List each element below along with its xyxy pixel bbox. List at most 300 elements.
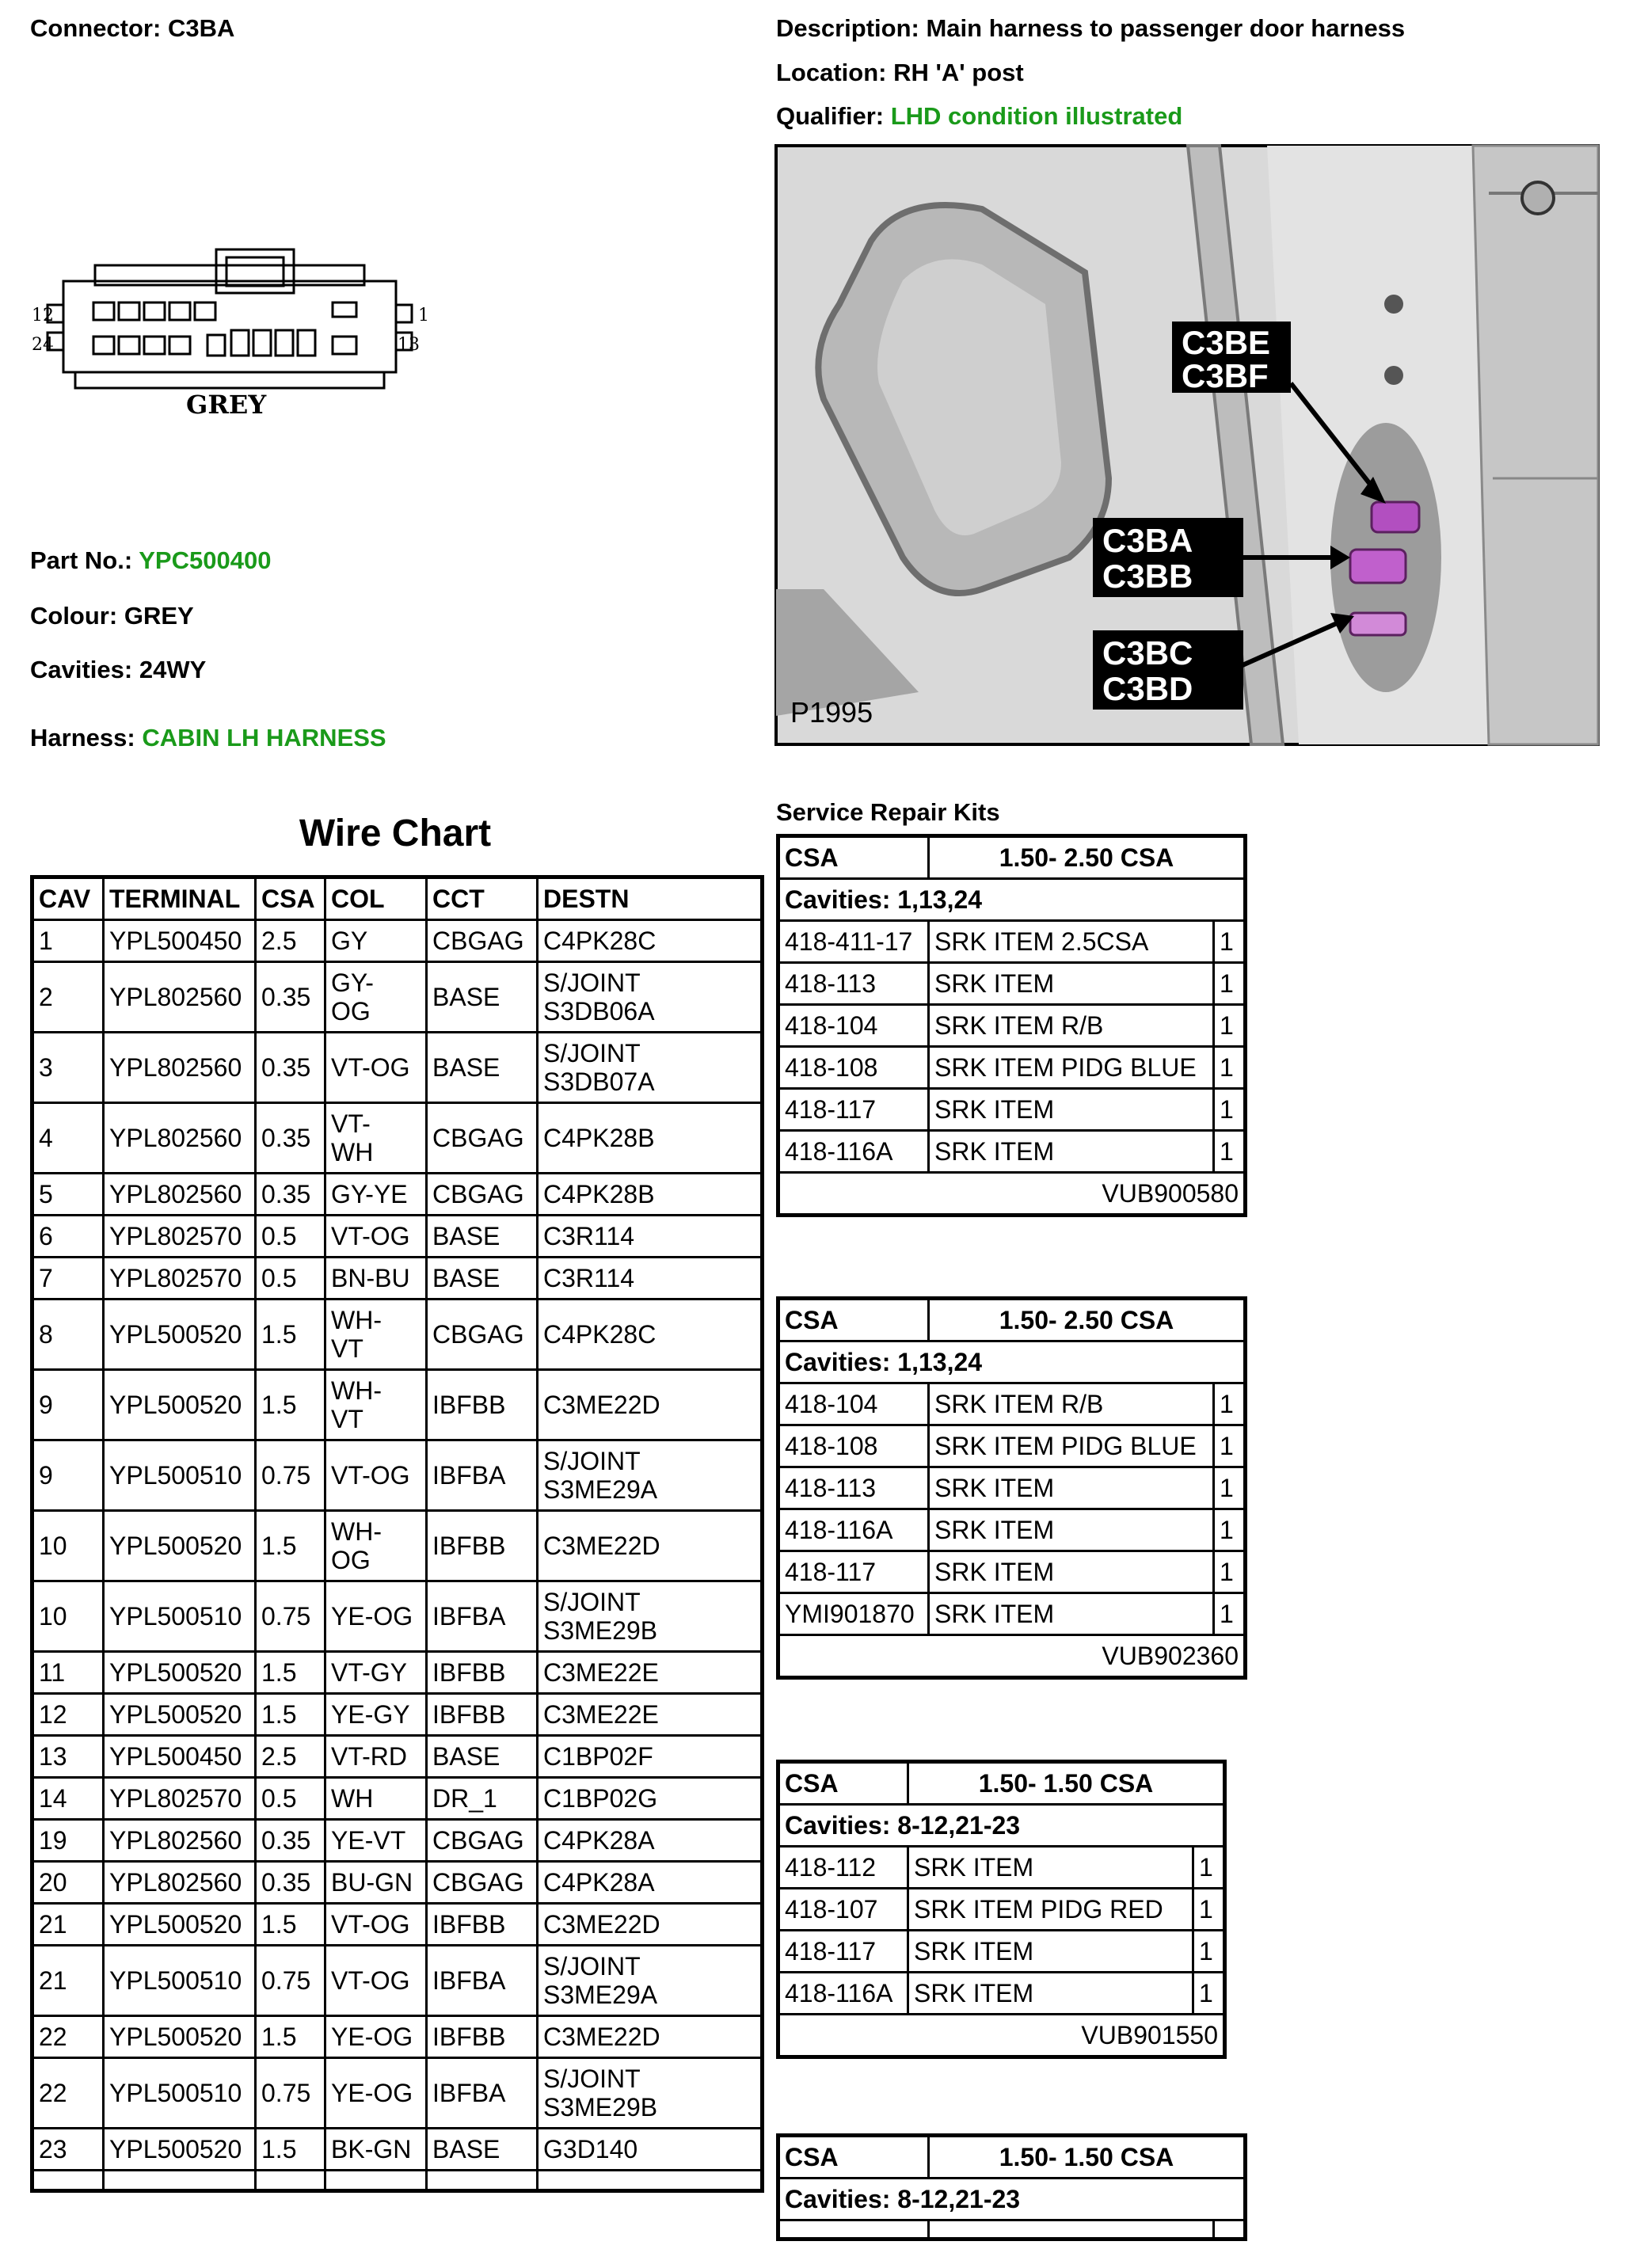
wire-chart-cell-terminal: YPL802570 [104, 1216, 256, 1258]
wire-chart-cell-terminal: YPL500510 [104, 1581, 256, 1652]
kit-item-qty: 1 [1214, 1383, 1246, 1425]
kit-item-row [778, 1889, 1225, 1931]
kit-item-qty: 1 [1214, 1005, 1246, 1047]
wire-chart-cell-terminal: YPL500450 [104, 920, 256, 962]
wire-chart-cell-destn: C4PK28A [538, 1820, 763, 1862]
kit-item-row [778, 1425, 1246, 1467]
connector-body [63, 281, 396, 372]
wire-chart-cell-terminal: YPL500450 [104, 1736, 256, 1778]
wire-chart-row [32, 2129, 763, 2171]
kit-number: VUB901550 [778, 2015, 1225, 2057]
kit-item-part: 418-108 [778, 1047, 929, 1089]
description-label: Description: [776, 14, 919, 42]
kit-csa-value: 1.50- 2.50 CSA [929, 1299, 1246, 1341]
kit-item-part: 418-113 [778, 963, 929, 1005]
colour-label: Colour: [30, 602, 118, 630]
wire-chart-cell-col: YE-OG [325, 2058, 427, 2129]
wire-chart-cell-col: VT-RD [325, 1736, 427, 1778]
wire-chart-cell-csa: 1.5 [256, 1370, 325, 1440]
kit-item-desc: SRK ITEM [929, 1509, 1214, 1551]
kit-item-row [778, 1089, 1246, 1131]
photo-label-c3bb: C3BB [1102, 557, 1193, 595]
wire-chart-cell-terminal: YPL802560 [104, 962, 256, 1033]
wire-chart-cell-cct: IBFBB [427, 1694, 538, 1736]
location-line [776, 59, 1024, 87]
wire-chart-cell-csa: 1.5 [256, 1652, 325, 1694]
kit-cavities-row [778, 2179, 1246, 2220]
wire-chart-header-col: COL [325, 877, 427, 920]
wire-chart-row [32, 1258, 763, 1300]
part-no-value: YPC500400 [139, 546, 272, 574]
kit-csa-value: 1.50- 1.50 CSA [929, 2136, 1246, 2179]
wire-chart-cell-csa: 0.75 [256, 1440, 325, 1511]
wire-chart-cell-col: VT-OG [325, 1946, 427, 2016]
kit-item-row [778, 1509, 1246, 1551]
wire-chart-cell-cct: BASE [427, 962, 538, 1033]
kit-number-row [778, 1173, 1246, 1216]
service-repair-kit-4 [776, 2133, 1247, 2241]
kit-item-part: 418-112 [778, 1847, 908, 1889]
wire-chart-cell-csa: 0.35 [256, 962, 325, 1033]
kit-item-row [778, 1047, 1246, 1089]
kit-item-desc: SRK ITEM [929, 1467, 1214, 1509]
kit-cavities-row [778, 1341, 1246, 1383]
wire-chart-row [32, 1440, 763, 1511]
kit-item-part: 418-117 [778, 1551, 929, 1593]
wire-chart-cell-terminal: YPL500520 [104, 1652, 256, 1694]
wire-chart-cell-destn: C4PK28C [538, 920, 763, 962]
wire-chart-cell-csa: 0.5 [256, 1216, 325, 1258]
wire-chart-cell-csa: 0.75 [256, 2058, 325, 2129]
kit-item-desc: SRK ITEM [908, 1847, 1193, 1889]
kit-cavities-row [778, 879, 1246, 921]
wire-chart-cell-terminal: YPL500510 [104, 2058, 256, 2129]
wire-chart-cell-destn: S/JOINT S3ME29B [538, 1581, 763, 1652]
kit-item-row [778, 921, 1246, 963]
service-repair-kit-1 [776, 834, 1247, 1217]
wire-chart-cell-col: YE-VT [325, 1820, 427, 1862]
kit-item-row [778, 1467, 1246, 1509]
kit-cavities: Cavities: 8-12,21-23 [778, 2179, 1246, 2220]
wire-chart-row [32, 1946, 763, 2016]
kit-number-row [778, 2015, 1225, 2057]
wire-chart-cell-terminal: YPL500520 [104, 1511, 256, 1581]
kit-item-part: 418-116A [778, 1131, 929, 1173]
kit-item-qty: 1 [1193, 1847, 1225, 1889]
wire-chart-cell-cct: IBFBA [427, 1581, 538, 1652]
kit-item-desc: SRK ITEM [929, 1551, 1214, 1593]
wire-chart-row [32, 1216, 763, 1258]
wire-chart-cell-col: YE-OG [325, 2016, 427, 2058]
qualifier-value: LHD condition illustrated [890, 102, 1183, 130]
wire-chart-row [32, 1581, 763, 1652]
wire-chart-cell-cct: IBFBB [427, 1652, 538, 1694]
wire-chart-cell-cct: IBFBB [427, 1904, 538, 1946]
kit-item-part: YMI901870 [778, 1593, 929, 1635]
wire-chart-cell-destn: C3ME22D [538, 1904, 763, 1946]
kit-item-desc: SRK ITEM [929, 963, 1214, 1005]
kit-item-qty: 1 [1193, 1973, 1225, 2015]
kit-csa-row [778, 1299, 1246, 1341]
kit-csa-label: CSA [778, 1762, 908, 1805]
wire-chart-row [32, 1370, 763, 1440]
wire-chart-cell-cav: 23 [32, 2129, 104, 2171]
kit-item-part: 418-107 [778, 1889, 908, 1931]
wire-chart-row [32, 1103, 763, 1174]
wire-chart-cell-cav: 13 [32, 1736, 104, 1778]
kit-item-qty: 1 [1214, 1047, 1246, 1089]
wire-chart-cell-empty [427, 2171, 538, 2191]
wire-chart-cell-terminal: YPL500520 [104, 1370, 256, 1440]
cavities-label: Cavities: [30, 656, 133, 683]
wire-chart-cell-terminal: YPL500520 [104, 1904, 256, 1946]
wire-chart-cell-destn: C3R114 [538, 1216, 763, 1258]
kit-csa-label: CSA [778, 2136, 929, 2179]
kit-item-desc: SRK ITEM [929, 1131, 1214, 1173]
wire-chart-cell-cav: 21 [32, 1904, 104, 1946]
wire-chart-cell-col: VT-OG [325, 1216, 427, 1258]
kit-item-empty [929, 2220, 1214, 2239]
wire-chart-row [32, 1300, 763, 1370]
kit-item-qty: 1 [1214, 1089, 1246, 1131]
kit-item-qty: 1 [1214, 1509, 1246, 1551]
wire-chart-cell-cct: BASE [427, 1033, 538, 1103]
wire-chart-cell-terminal: YPL500520 [104, 1694, 256, 1736]
wire-chart-title: Wire Chart [299, 812, 492, 854]
wire-chart-cell-destn: S/JOINT S3ME29A [538, 1946, 763, 2016]
wire-chart-cell-destn: C1BP02G [538, 1778, 763, 1820]
wire-chart-cell-terminal: YPL500520 [104, 2129, 256, 2171]
wire-chart-row [32, 1694, 763, 1736]
kit-csa-label: CSA [778, 836, 929, 879]
wire-chart-cell-cct: IBFBB [427, 1370, 538, 1440]
wire-chart-cell-destn: S/JOINT S3DB07A [538, 1033, 763, 1103]
wire-chart-header-destn: DESTN [538, 877, 763, 920]
wire-chart-cell-cct: CBGAG [427, 1174, 538, 1216]
photo-label-c3ba: C3BA [1102, 522, 1193, 559]
kit-item-part: 418-411-17 [778, 921, 929, 963]
harness-value: CABIN LH HARNESS [142, 724, 386, 752]
service-repair-kits-title: Service Repair Kits [776, 798, 1000, 826]
kit-cavities: Cavities: 1,13,24 [778, 1341, 1246, 1383]
kit-item-part: 418-108 [778, 1425, 929, 1467]
kit-item-qty: 1 [1214, 1131, 1246, 1173]
qualifier-line [776, 102, 1182, 131]
pin-24-label: 24 [32, 335, 54, 355]
wire-chart-cell-col: VT-OG [325, 1904, 427, 1946]
wire-chart-cell-cct: BASE [427, 1736, 538, 1778]
kit-item-qty: 1 [1214, 1551, 1246, 1593]
wire-chart-cell-col: BK-GN [325, 2129, 427, 2171]
wire-chart-cell-csa: 0.35 [256, 1820, 325, 1862]
wire-chart-cell-col: BU-GN [325, 1862, 427, 1904]
wire-chart-cell-empty [256, 2171, 325, 2191]
wire-chart-cell-empty [325, 2171, 427, 2191]
wire-chart-cell-cct: BASE [427, 1258, 538, 1300]
bottom-row-cavities [93, 330, 356, 356]
wire-chart-row [32, 1174, 763, 1216]
kit-item-part: 418-113 [778, 1467, 929, 1509]
wire-chart-cell-terminal: YPL500510 [104, 1946, 256, 2016]
wire-chart-cell-cct: CBGAG [427, 1103, 538, 1174]
location-photo [776, 146, 1598, 744]
wire-chart-cell-cav: 21 [32, 1946, 104, 2016]
wire-chart-row [32, 1904, 763, 1946]
wire-chart-row [32, 2016, 763, 2058]
wire-chart-cell-cct: IBFBB [427, 2016, 538, 2058]
wire-chart-cell-cct: IBFBB [427, 1511, 538, 1581]
kit-csa-row [778, 2136, 1246, 2179]
wire-chart-cell-destn: C3ME22D [538, 2016, 763, 2058]
photo-label-c3bd: C3BD [1102, 670, 1193, 707]
kit-item-row [778, 1593, 1246, 1635]
wire-chart-cell-csa: 0.35 [256, 1103, 325, 1174]
kit-item-row [778, 1383, 1246, 1425]
wire-chart-cell-cav: 7 [32, 1258, 104, 1300]
wire-chart-cell-col: GY-YE [325, 1174, 427, 1216]
kit-item-row [778, 1131, 1246, 1173]
wire-chart-cell-destn: C3ME22E [538, 1694, 763, 1736]
service-repair-kit-3 [776, 1760, 1227, 2059]
wire-chart-cell-destn: S/JOINT S3ME29B [538, 2058, 763, 2129]
kit-item-row [778, 1973, 1225, 2015]
colour-value: GREY [124, 602, 194, 630]
wire-chart-cell-csa: 1.5 [256, 1511, 325, 1581]
kit-item-qty: 1 [1214, 1425, 1246, 1467]
wire-chart-cell-csa: 0.5 [256, 1778, 325, 1820]
wire-chart-cell-cav: 22 [32, 2016, 104, 2058]
wire-chart-cell-cav: 1 [32, 920, 104, 962]
wire-chart-cell-cav: 11 [32, 1652, 104, 1694]
wire-chart-cell-csa: 0.75 [256, 1581, 325, 1652]
top-row-cavities [93, 303, 356, 320]
wire-chart-cell-col: WH- VT [325, 1370, 427, 1440]
wire-chart-cell-csa: 0.5 [256, 1258, 325, 1300]
kit-item-desc: SRK ITEM PIDG RED [908, 1889, 1193, 1931]
kit-csa-value: 1.50- 2.50 CSA [929, 836, 1246, 879]
harness-line [30, 724, 386, 752]
wire-chart-cell-destn: C4PK28C [538, 1300, 763, 1370]
wire-chart-cell-cav: 9 [32, 1370, 104, 1440]
part-no-label: Part No.: [30, 546, 133, 574]
wire-chart-header-cct: CCT [427, 877, 538, 920]
wire-chart-cell-csa: 0.75 [256, 1946, 325, 2016]
wire-chart-cell-cct: IBFBA [427, 1946, 538, 2016]
connector-colour-label: GREY [186, 390, 267, 420]
wire-chart-cell-cav: 22 [32, 2058, 104, 2129]
wire-chart-cell-csa: 1.5 [256, 1300, 325, 1370]
wire-chart-row-cut [32, 2171, 763, 2191]
connector-line [30, 14, 234, 43]
wire-chart-cell-col: YE-OG [325, 1581, 427, 1652]
kit-item-part: 418-104 [778, 1005, 929, 1047]
kit-item-desc: SRK ITEM [929, 1089, 1214, 1131]
wire-chart-cell-destn: C3ME22D [538, 1370, 763, 1440]
wire-chart-cell-terminal: YPL802560 [104, 1174, 256, 1216]
wire-chart-cell-csa: 1.5 [256, 1694, 325, 1736]
kit-item-qty: 1 [1214, 963, 1246, 1005]
kit-item-qty: 1 [1193, 1931, 1225, 1973]
wire-chart-cell-cct: BASE [427, 1216, 538, 1258]
wire-chart-cell-csa: 0.35 [256, 1174, 325, 1216]
kit-item-part: 418-116A [778, 1973, 908, 2015]
kit-item-empty [1214, 2220, 1246, 2239]
kit-cavities: Cavities: 1,13,24 [778, 879, 1246, 921]
kit-csa-row [778, 1762, 1225, 1805]
kit-item-qty: 1 [1214, 1467, 1246, 1509]
wire-chart-cell-terminal: YPL802570 [104, 1258, 256, 1300]
kit-cavities: Cavities: 8-12,21-23 [778, 1805, 1225, 1847]
wire-chart-cell-empty [32, 2171, 104, 2191]
wire-chart-cell-destn: C1BP02F [538, 1736, 763, 1778]
location-label: Location: [776, 59, 887, 86]
kit-item-row [778, 1847, 1225, 1889]
wire-chart-row [32, 1778, 763, 1820]
wire-chart-cell-terminal: YPL802560 [104, 1862, 256, 1904]
kit-item-desc: SRK ITEM [929, 1593, 1214, 1635]
harness-label: Harness: [30, 724, 135, 752]
colour-line [30, 602, 194, 630]
wire-chart-cell-col: VT-GY [325, 1652, 427, 1694]
wire-chart-cell-destn: S/JOINT S3ME29A [538, 1440, 763, 1511]
wire-chart-row [32, 962, 763, 1033]
wire-chart-row [32, 920, 763, 962]
kit-item-desc: SRK ITEM R/B [929, 1383, 1214, 1425]
wire-chart-cell-cav: 10 [32, 1511, 104, 1581]
wire-chart-cell-col: VT- WH [325, 1103, 427, 1174]
wire-chart-cell-empty [538, 2171, 763, 2191]
wire-chart-cell-destn: C3ME22E [538, 1652, 763, 1694]
kit-number-row [778, 1635, 1246, 1678]
wire-chart-cell-col: WH [325, 1778, 427, 1820]
photo-code: P1995 [790, 696, 873, 729]
wire-chart-row [32, 1862, 763, 1904]
wire-chart-cell-terminal: YPL802560 [104, 1820, 256, 1862]
wire-chart-row [32, 2058, 763, 2129]
kit-item-desc: SRK ITEM PIDG BLUE [929, 1047, 1214, 1089]
wire-chart-cell-cav: 19 [32, 1820, 104, 1862]
wire-chart-row [32, 1033, 763, 1103]
wire-chart-cell-csa: 1.5 [256, 2129, 325, 2171]
connector-value: C3BA [167, 14, 235, 42]
connector-bottom-rail [75, 372, 384, 388]
wire-chart-row [32, 1820, 763, 1862]
wire-chart-cell-cav: 3 [32, 1033, 104, 1103]
wire-chart-cell-cct: DR_1 [427, 1778, 538, 1820]
wire-chart-cell-cct: CBGAG [427, 920, 538, 962]
wire-chart-cell-destn: C4PK28B [538, 1103, 763, 1174]
wire-chart-cell-cct: CBGAG [427, 1862, 538, 1904]
wire-chart-cell-cct: IBFBA [427, 1440, 538, 1511]
wire-chart-cell-destn: C4PK28A [538, 1862, 763, 1904]
connector-label: Connector: [30, 14, 162, 42]
kit-item-part: 418-116A [778, 1509, 929, 1551]
wire-chart-cell-col: VT-OG [325, 1440, 427, 1511]
wire-chart-cell-col: WH- OG [325, 1511, 427, 1581]
wire-chart-table [30, 875, 764, 2193]
wire-chart-cell-terminal: YPL802570 [104, 1778, 256, 1820]
connector-face-drawing [32, 249, 428, 420]
wire-chart-cell-col: GY [325, 920, 427, 962]
wire-chart-cell-terminal: YPL802560 [104, 1033, 256, 1103]
wire-chart-cell-col: VT-OG [325, 1033, 427, 1103]
kit-item-qty: 1 [1193, 1889, 1225, 1931]
wire-chart-cell-col: BN-BU [325, 1258, 427, 1300]
kit-item-row [778, 1931, 1225, 1973]
photo-label-c3bc: C3BC [1102, 634, 1193, 672]
kit-item-desc: SRK ITEM [908, 1973, 1193, 2015]
wire-chart-cell-csa: 0.35 [256, 1033, 325, 1103]
wire-chart-header-terminal: TERMINAL [104, 877, 256, 920]
kit-item-qty: 1 [1214, 921, 1246, 963]
kit-item-qty: 1 [1214, 1593, 1246, 1635]
wire-chart-cell-terminal: YPL500520 [104, 2016, 256, 2058]
cavities-value: 24WY [139, 656, 207, 683]
wire-chart-cell-terminal: YPL500510 [104, 1440, 256, 1511]
wire-chart-row [32, 1736, 763, 1778]
description-value: Main harness to passenger door harness [926, 14, 1406, 42]
wire-chart-header-cav: CAV [32, 877, 104, 920]
wire-chart-cell-csa: 0.35 [256, 1862, 325, 1904]
wire-chart-cell-col: YE-GY [325, 1694, 427, 1736]
kit-item-desc: SRK ITEM PIDG BLUE [929, 1425, 1214, 1467]
part-no-line [30, 546, 271, 575]
kit-csa-row [778, 836, 1246, 879]
wire-chart-cell-csa: 2.5 [256, 1736, 325, 1778]
kit-item-part: 418-104 [778, 1383, 929, 1425]
wire-chart-cell-destn: C4PK28B [538, 1174, 763, 1216]
wire-chart-cell-cct: BASE [427, 2129, 538, 2171]
wire-chart-cell-destn: C3R114 [538, 1258, 763, 1300]
wire-chart-cell-cav: 12 [32, 1694, 104, 1736]
wire-chart-cell-cav: 8 [32, 1300, 104, 1370]
wire-chart-cell-terminal: YPL802560 [104, 1103, 256, 1174]
wire-chart-cell-cav: 14 [32, 1778, 104, 1820]
wire-chart-cell-terminal: YPL500520 [104, 1300, 256, 1370]
photo-label-c3bf: C3BF [1182, 357, 1269, 394]
wire-chart-cell-cav: 5 [32, 1174, 104, 1216]
kit-item-desc: SRK ITEM [908, 1931, 1193, 1973]
kit-item-row-cut [778, 2220, 1246, 2239]
wire-chart-cell-destn: G3D140 [538, 2129, 763, 2171]
kit-csa-label: CSA [778, 1299, 929, 1341]
kit-item-desc: SRK ITEM R/B [929, 1005, 1214, 1047]
pin-12-label: 12 [32, 306, 54, 325]
wire-chart-header-csa: CSA [256, 877, 325, 920]
service-repair-kit-2 [776, 1296, 1247, 1680]
pin-13-label: 13 [398, 335, 420, 355]
wire-chart-cell-empty [104, 2171, 256, 2191]
wire-chart-cell-cct: IBFBA [427, 2058, 538, 2129]
wire-chart-cell-csa: 2.5 [256, 920, 325, 962]
wire-chart-cell-cct: CBGAG [427, 1300, 538, 1370]
wire-chart-cell-cav: 6 [32, 1216, 104, 1258]
wire-chart-cell-csa: 1.5 [256, 2016, 325, 2058]
qualifier-label: Qualifier: [776, 102, 885, 130]
wire-chart-cell-cct: CBGAG [427, 1820, 538, 1862]
wire-chart-cell-col: WH- VT [325, 1300, 427, 1370]
pin-1-label: 1 [418, 306, 429, 325]
wire-chart-cell-cav: 9 [32, 1440, 104, 1511]
wire-chart-cell-destn: S/JOINT S3DB06A [538, 962, 763, 1033]
kit-item-part: 418-117 [778, 1931, 908, 1973]
wire-chart-cell-cav: 20 [32, 1862, 104, 1904]
wire-chart-row [32, 1511, 763, 1581]
wire-chart-row [32, 1652, 763, 1694]
kit-item-row [778, 1551, 1246, 1593]
description-line [776, 14, 1405, 43]
kit-cavities-row [778, 1805, 1225, 1847]
